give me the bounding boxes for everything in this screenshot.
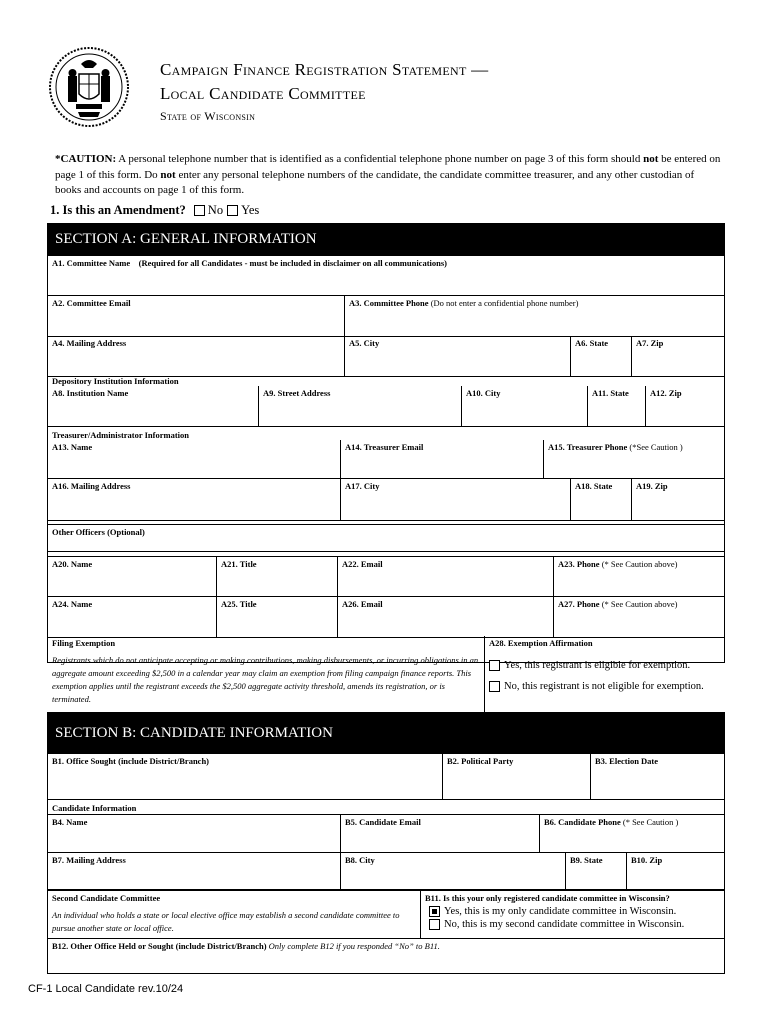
institution-name-field[interactable]: A8. Institution Name [52, 388, 129, 398]
amendment-yes-checkbox[interactable] [227, 205, 238, 216]
exemption-affirmation-block: A28. Exemption Affirmation Yes, this registrant is eligible for exemption. No, this registrant is not eligible for exemption. [484, 636, 724, 712]
exemption-no-checkbox[interactable] [489, 681, 500, 692]
treasurer-info-label: Treasurer/Administrator Information [52, 430, 190, 440]
treasurer-name-field[interactable]: A13. Name [52, 442, 93, 452]
officer2-name-field[interactable]: A24. Name [52, 599, 93, 609]
candidate-city-field[interactable]: B8. City [340, 853, 565, 889]
political-party-field[interactable]: B2. Political Party [442, 754, 590, 799]
election-date-field[interactable]: B3. Election Date [590, 754, 724, 799]
section-a-body [47, 256, 725, 704]
amendment-question: 1. Is this an Amendment? No Yes [50, 203, 260, 217]
section-a-header: SECTION A: GENERAL INFORMATION [47, 223, 725, 256]
other-office-field[interactable]: B12. Other Office Held or Sought (include District/Branch) Only complete B12 if you responded “No” to B11. [48, 938, 724, 974]
treasurer-state-field[interactable]: A18. State [570, 479, 631, 520]
institution-city-field[interactable]: A10. City [461, 386, 587, 426]
candidate-phone-field[interactable]: B6. Candidate Phone (* See Caution ) [539, 815, 724, 853]
other-officers-label: Other Officers (Optional) [52, 527, 145, 537]
officer2-phone-field[interactable]: A27. Phone (* See Caution above) [553, 597, 724, 637]
candidate-zip-field[interactable]: B10. Zip [626, 853, 724, 889]
second-committee-block: Second Candidate Committee An individual who holds a state or local elective office may establish a second candidate committee to pursue another state or local office. [48, 891, 420, 935]
second-committee-text: An individual who holds a state or local elective office may establish a second candidate committee to pursue another state or local office. [52, 910, 400, 933]
officer1-phone-field[interactable]: A23. Phone (* See Caution above) [553, 557, 724, 597]
depository-info-label: Depository Institution Information [52, 376, 179, 386]
institution-street-field[interactable]: A9. Street Address [258, 386, 461, 426]
officer1-title-field[interactable]: A21. Title [216, 557, 337, 597]
section-b-body [47, 754, 725, 974]
committee-phone-field[interactable]: A3. Committee Phone (Do not enter a confidential phone number) [344, 296, 724, 336]
treasurer-city-field[interactable]: A17. City [340, 479, 570, 520]
mailing-address-field[interactable]: A4. Mailing Address [52, 338, 127, 348]
section-b-header: SECTION B: CANDIDATE INFORMATION [47, 712, 725, 754]
treasurer-zip-field[interactable]: A19. Zip [631, 479, 724, 520]
b11-yes-checkbox[interactable] [429, 906, 440, 917]
officer1-name-field[interactable]: A20. Name [52, 559, 93, 569]
candidate-info-label: Candidate Information [52, 803, 137, 813]
committee-email-field[interactable]: A2. Committee Email [52, 298, 131, 308]
exemption-yes-checkbox[interactable] [489, 660, 500, 671]
treasurer-mailing-address-field[interactable]: A16. Mailing Address [52, 481, 131, 491]
officer2-title-field[interactable]: A25. Title [216, 597, 337, 637]
candidate-email-field[interactable]: B5. Candidate Email [340, 815, 539, 853]
candidate-mailing-address-field[interactable]: B7. Mailing Address [52, 855, 126, 865]
officer2-email-field[interactable]: A26. Email [337, 597, 553, 637]
b11-no-checkbox[interactable] [429, 919, 440, 930]
state-seal-icon [48, 46, 130, 128]
city-field[interactable]: A5. City [344, 336, 570, 376]
b11-block: B11. Is this your only registered candidate committee in Wisconsin? Yes, this is my only candidate committee in Wisconsin. No, this is my second candidate committee in Wisconsin. [420, 891, 724, 939]
filing-exemption-text: Registrants which do not anticipate accepting or making contributions, making disbursements, or incurring obligations in an aggregate amount exceeding $2,500 in a calendar year may claim an exemption from filing campaign finance reports. This exemption applies until the registrant exceeds the $2,500 aggregate activity threshold, amends its registration, or is terminated. [52, 655, 479, 704]
candidate-state-field[interactable]: B9. State [565, 853, 626, 889]
candidate-name-field[interactable]: B4. Name [52, 817, 88, 827]
institution-zip-field[interactable]: A12. Zip [645, 386, 724, 426]
office-sought-field[interactable]: B1. Office Sought (include District/Branch) [52, 756, 210, 766]
treasurer-email-field[interactable]: A14. Treasurer Email [340, 440, 543, 478]
amendment-no-checkbox[interactable] [194, 205, 205, 216]
form-footer: CF-1 Local Candidate rev.10/24 [28, 983, 184, 995]
officer1-email-field[interactable]: A22. Email [337, 557, 553, 597]
filing-exemption-block: Filing Exemption Registrants which do not anticipate accepting or making contributions, making disbursements, or incurring obligations in an aggregate amount exceeding $2,500 in a calendar year may claim an exemption from filing campaign finance reports. This exemption applies until the registrant exceeds the $2,500 aggregate activity threshold, amends its registration, or is terminated. [48, 636, 484, 712]
committee-name-field[interactable]: A1. Committee Name (Required for all Candidates - must be included in disclaimer on all communications) [48, 256, 724, 296]
institution-state-field[interactable]: A11. State [587, 386, 645, 426]
form-title: Campaign Finance Registration Statement — Local Candidate Committee [160, 60, 489, 103]
caution-notice: *CAUTION: A personal telephone number that is identified as a confidential telephone phone number on page 3 of this form should not be entered on page 1 of this form. Do not enter any personal telephone numbers of the candidate, the candidate committee treasurer, and any other custodian of books and accounts on page 1 of this form. [55, 153, 721, 196]
zip-field[interactable]: A7. Zip [631, 336, 724, 376]
form-subtitle: State of Wisconsin [160, 109, 256, 123]
treasurer-phone-field[interactable]: A15. Treasurer Phone (*See Caution ) [543, 440, 724, 478]
state-field[interactable]: A6. State [570, 336, 631, 376]
